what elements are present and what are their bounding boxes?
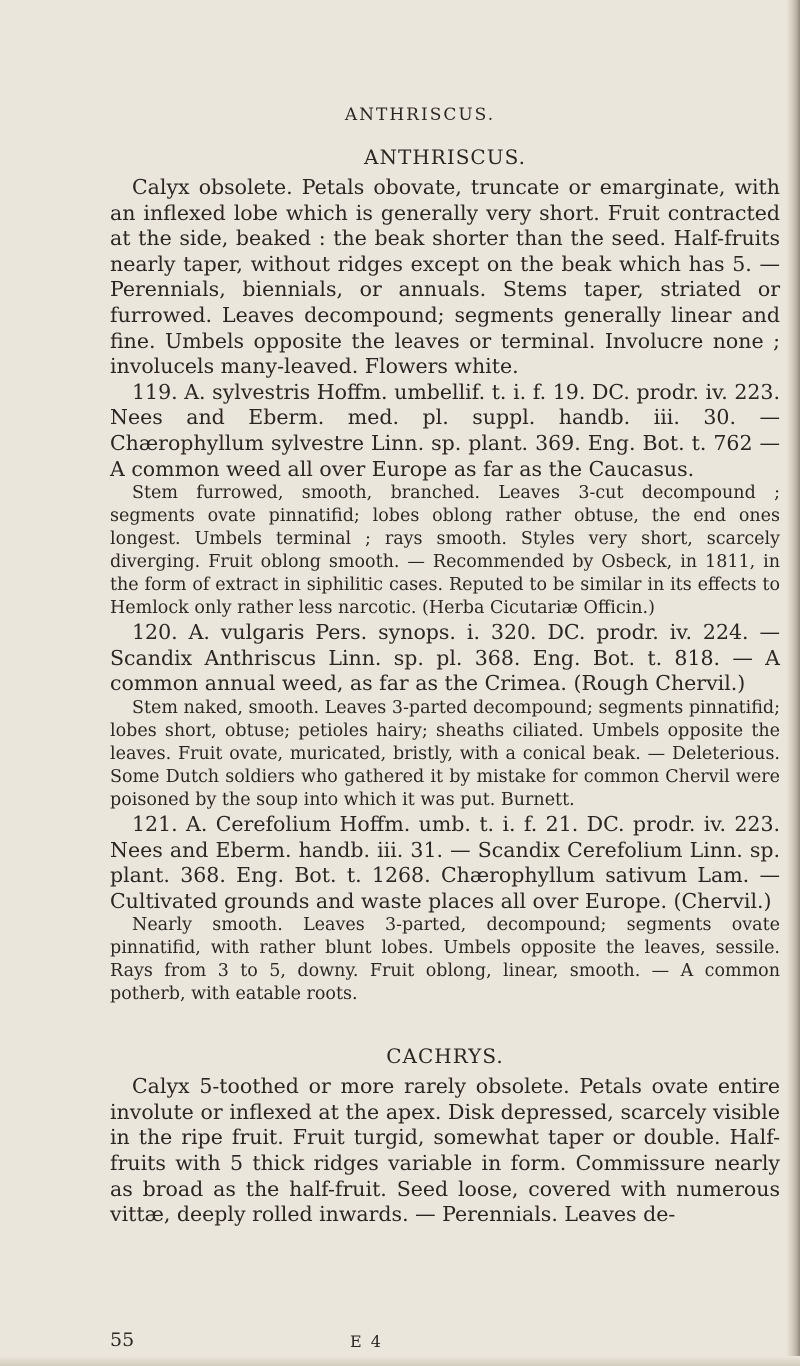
section-title-cachrys: CACHRYS. [386,1044,504,1069]
page-number: 55 [110,1329,135,1351]
section-title-anthriscus: ANTHRISCUS. [364,145,526,169]
species-entry-121: 121. A. Cerefolium Hoffm. umb. t. i. f. 21. DC. prodr. iv. 223. Nees and Eberm. handb. iii. 31. — Scandix Cerefolium Linn. sp. plant. 368. Eng. Bot. t. 1268. Chærophyllum sativum Lam. — Cultivated grounds and waste places all over Europe. (Chervil.) [110,811,780,913]
page-edge-shadow [786,0,800,1366]
running-head: ANTHRISCUS. [344,105,496,125]
genus-description: Calyx obsolete. Petals obovate, truncate or emarginate, with an inflexed lobe which is generally very short. Fruit contracted at the side, beaked : the beak shorter than the seed. Half-fruits nearly taper, without ridges except on the beak which has 5. — Perennials, biennials, or annuals. Stems taper, striated or furrowed. Leaves decompound; segments generally linear and fine. Umbels opposite the leaves or terminal. Involucre none ; involucels many-leaved. Flowers white. [110,175,780,379]
species-note-121: Nearly smooth. Leaves 3-parted, decompound; segments ovate pinnatifid, with rather blunt lobes. Umbels opposite the leaves, sessile. Rays from 3 to 5, downy. Fruit oblong, linear, smooth. — A common potherb, with eatable roots. [110,915,780,1005]
species-entry-120: 120. A. vulgaris Pers. synops. i. 320. DC. prodr. iv. 224. — Scandix Anthriscus Linn. sp. pl. 368. Eng. Bot. t. 818. — A common annual weed, as far as the Crimea. (Rough Chervil.) [110,620,780,696]
printer-signature: E 4 [350,1332,383,1351]
species-note-119: Stem furrowed, smooth, branched. Leaves 3-cut decompound ; segments ovate pinnatifid; lobes oblong rather obtuse, the end ones longest. Umbels terminal ; rays smooth. Styles very short, scarcely diverging. Fruit oblong smooth. — Recommended by Osbeck, in 1811, in the form of extract in siphilitic cases. Reputed to be similar in its effects to Hemlock only rather less narcotic. (Herba Cicutariæ Officin.) [110,483,780,619]
species-entry-119: 119. A. sylvestris Hoffm. umbellif. t. i. f. 19. DC. prodr. iv. 223. Nees and Eberm. med. pl. suppl. handb. iii. 30. — Chærophyllum sylvestre Linn. sp. plant. 369. Eng. Bot. t. 762 — A common weed all over Europe as far as the Caucasus. [110,379,780,481]
body-text [110,145,780,1228]
page-bottom-edge [0,1356,800,1366]
species-note-120: Stem naked, smooth. Leaves 3-parted decompound; segments pinnatifid; lobes short, obtuse; petioles hairy; sheaths ciliated. Umbels opposite the leaves. Fruit ovate, muricated, bristly, with a conical beak. — Deleterious. Some Dutch soldiers who gathered it by mistake for common Chervil were poisoned by the soup into which it was put. Burnett. [110,697,780,810]
genus-description-cachrys: Calyx 5-toothed or more rarely obsolete. Petals ovate entire involute or inflexed at the apex. Disk depressed, scarcely visible in the ripe fruit. Fruit turgid, somewhat taper or double. Half-fruits with 5 thick ridges variable in form. Commissure nearly as broad as the half-fruit. Seed loose, covered with numerous vittæ, deeply rolled inwards. — Perennials. Leaves de- [110,1074,780,1227]
section-spacer [110,1006,780,1044]
